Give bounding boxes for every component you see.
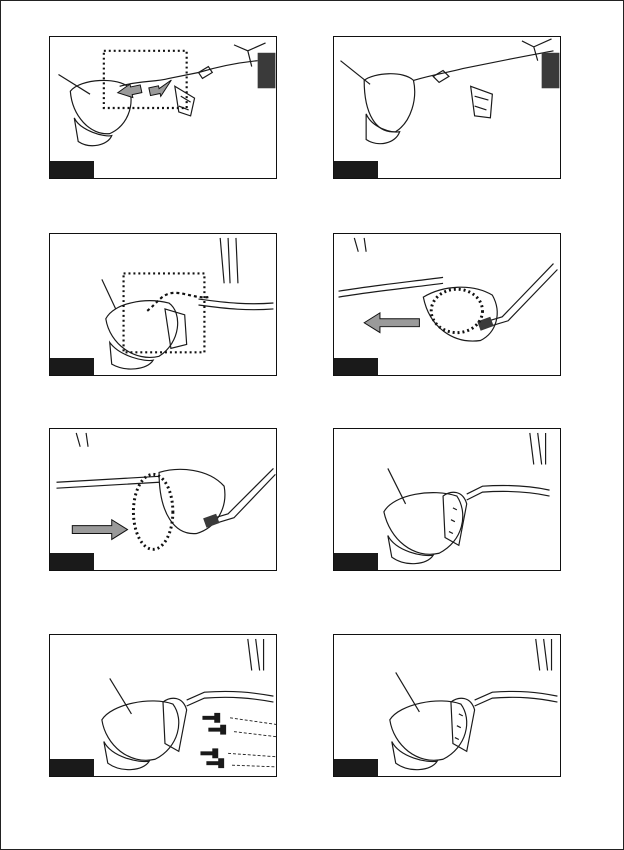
final-assembly-illustration xyxy=(334,635,560,776)
right-arrow-illustration xyxy=(50,429,276,570)
step-label-tab xyxy=(50,759,94,776)
illustration-panel-5 xyxy=(49,428,277,571)
hose-connected-illustration xyxy=(334,37,560,178)
step-label-tab xyxy=(334,161,378,178)
illustration-panel-3 xyxy=(49,233,277,376)
illustration-panel-6 xyxy=(333,428,561,571)
illustration-panel-4 xyxy=(333,233,561,376)
hose-connector-illustration xyxy=(50,37,276,178)
illustration-panel-7 xyxy=(49,634,277,777)
step-label-tab xyxy=(334,358,378,375)
caliper-highlight-illustration xyxy=(50,234,276,375)
step-label-tab xyxy=(50,358,94,375)
assembled-lever-illustration xyxy=(334,429,560,570)
illustration-panel-2 xyxy=(333,36,561,179)
illustration-panel-8 xyxy=(333,634,561,777)
screws-insertion-illustration xyxy=(50,635,276,776)
illustration-panel-1 xyxy=(49,36,277,179)
step-label-tab xyxy=(50,161,94,178)
left-arrow-illustration xyxy=(334,234,560,375)
step-label-tab xyxy=(50,553,94,570)
step-label-tab xyxy=(334,759,378,776)
step-label-tab xyxy=(334,553,378,570)
